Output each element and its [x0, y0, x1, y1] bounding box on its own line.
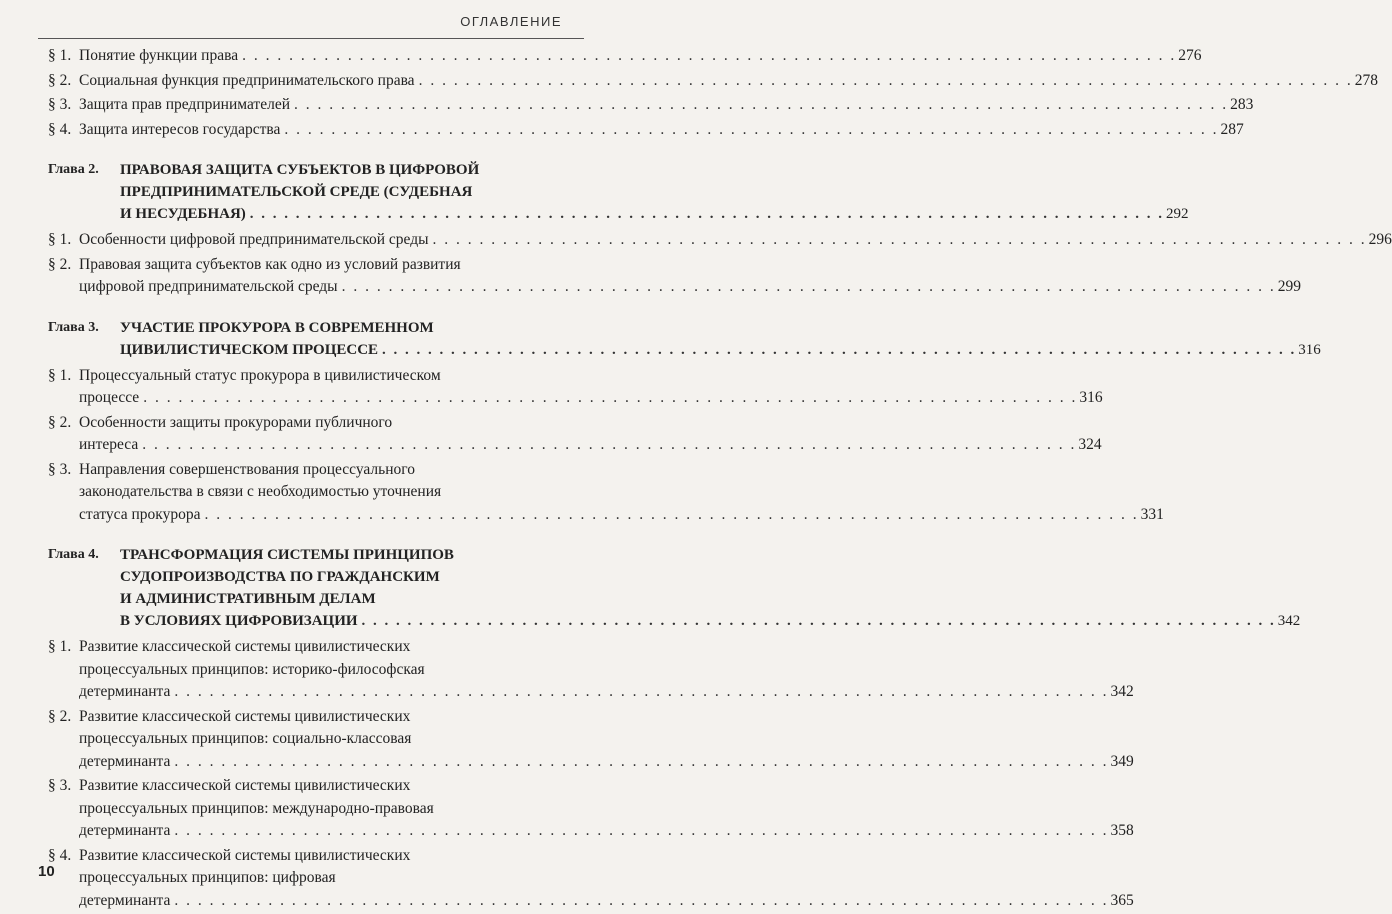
section-number: § 3.: [48, 777, 72, 794]
toc-section-entry[interactable]: [48, 94, 1254, 117]
section-number: § 1.: [48, 47, 72, 64]
page-ref: 316: [1298, 341, 1321, 358]
toc-chapter-entry[interactable]: [48, 317, 1321, 361]
page-ref: 358: [1110, 822, 1134, 839]
toc-section-entry[interactable]: [48, 636, 1134, 704]
section-number: § 4.: [48, 120, 72, 138]
section-title-line: Развитие классической системы цивилистических: [79, 777, 411, 794]
toc-section-entry[interactable]: [48, 254, 1301, 299]
chapter-title-line: УЧАСТИЕ ПРОКУРОРА В СОВРЕМЕННОМ: [120, 319, 434, 336]
section-title-line: Направления совершенствования процессуального: [79, 460, 415, 478]
leader-dots: . . . . . . . . . . . . . . . . . . . . . . . . . . . . . . . . . . . . . . . . . . . . . . . . . . . . . . . . . . . . . . . . . . . . . . . . . . . . . . . .: [143, 389, 1078, 406]
section-title-line: процессуальных принципов: международно-правовая: [79, 799, 434, 817]
section-title-line: детерминанта: [79, 752, 171, 770]
page-ref: 324: [1078, 436, 1102, 453]
page-ref: 276: [1178, 47, 1202, 64]
toc-section-entry[interactable]: [48, 70, 1378, 93]
toc-section-entry[interactable]: [48, 365, 1103, 410]
section-number: § 2.: [48, 71, 72, 89]
section-title-line: статуса прокурора: [79, 505, 201, 523]
toc-section-entry[interactable]: [48, 706, 1134, 774]
page-ref: 342: [1277, 613, 1301, 629]
toc-chapter-entry[interactable]: [48, 544, 1301, 632]
section-title-line: интереса: [79, 436, 139, 453]
page-ref: 278: [1354, 71, 1378, 89]
section-title-line: Социальная функция предпринимательского права: [79, 71, 415, 89]
leader-dots: . . . . . . . . . . . . . . . . . . . . . . . . . . . . . . . . . . . . . . . . . . . . . . . . . . . . . . . . . . . . . . . . . . . . . . . . . . . . . . . .: [432, 231, 1367, 248]
section-number: § 4.: [48, 846, 72, 864]
toc-section-entry[interactable]: [48, 775, 1134, 843]
section-title-line: детерминанта: [79, 891, 171, 909]
toc-section-entry[interactable]: [48, 459, 1164, 527]
leader-dots: . . . . . . . . . . . . . . . . . . . . . . . . . . . . . . . . . . . . . . . . . . . . . . . . . . . . . . . . . . . . . . . . . . . . . . . . . . . . . . . .: [294, 96, 1229, 113]
section-title-line: Развитие классической системы цивилистических: [79, 846, 411, 864]
leader-dots: . . . . . . . . . . . . . . . . . . . . . . . . . . . . . . . . . . . . . . . . . . . . . . . . . . . . . . . . . . . . . . . . . . . . . . . . . . . . . . . .: [142, 436, 1077, 453]
running-header: ОГЛАВЛЕНИЕ: [460, 14, 562, 29]
section-number: § 2.: [48, 413, 72, 431]
section-title-line: Понятие функции права: [79, 47, 239, 64]
toc-section-entry[interactable]: [48, 119, 1244, 142]
toc-section-entry[interactable]: [48, 845, 1134, 913]
section-number: § 2.: [48, 707, 72, 725]
leader-dots: . . . . . . . . . . . . . . . . . . . . . . . . . . . . . . . . . . . . . . . . . . . . . . . . . . . . . . . . . . . . . . . . . . . . . . . . . . . . . . . .: [284, 120, 1219, 138]
leader-dots: . . . . . . . . . . . . . . . . . . . . . . . . . . . . . . . . . . . . . . . . . . . . . . . . . . . . . . . . . . . . . . . . . . . . . . . . . . . . . . . .: [341, 278, 1276, 295]
section-title-line: процессе: [79, 389, 140, 406]
section-title-line: Защита прав предпринимателей: [79, 96, 290, 113]
page-ref: 349: [1110, 752, 1134, 770]
chapter-title-line: ТРАНСФОРМАЦИЯ СИСТЕМЫ ПРИНЦИПОВ: [120, 547, 454, 563]
section-title-line: Защита интересов государства: [79, 120, 281, 138]
section-title-line: процессуальных принципов: историко-философская: [79, 660, 425, 678]
page-ref: 287: [1220, 120, 1244, 138]
section-number: § 2.: [48, 255, 72, 273]
page-ref: 365: [1110, 891, 1134, 909]
leader-dots: . . . . . . . . . . . . . . . . . . . . . . . . . . . . . . . . . . . . . . . . . . . . . . . . . . . . . . . . . . . . . . . . . . . . . . . . . . . . . . . .: [174, 683, 1109, 700]
section-title-line: Особенности защиты прокурорами публичного: [79, 413, 393, 431]
leader-dots: . . . . . . . . . . . . . . . . . . . . . . . . . . . . . . . . . . . . . . . . . . . . . . . . . . . . . . . . . . . . . . . . . . . . . . . . . . . . . . . .: [174, 891, 1109, 909]
section-title-line: процессуальных принципов: цифровая: [79, 869, 336, 886]
section-title-line: цифровой предпринимательской среды: [79, 278, 338, 295]
section-title-line: Процессуальный статус прокурора в цивилистическом: [79, 366, 441, 384]
leader-dots: . . . . . . . . . . . . . . . . . . . . . . . . . . . . . . . . . . . . . . . . . . . . . . . . . . . . . . . . . . . . . . . . . . . . . . . . . . . . . . . .: [174, 822, 1109, 839]
section-title-line: Особенности цифровой предпринимательской среды: [79, 231, 429, 248]
section-number: § 3.: [48, 460, 72, 478]
section-title-line: Правовая защита субъектов как одно из условий развития: [79, 255, 461, 273]
page-ref: 299: [1277, 278, 1301, 295]
page-ref: 342: [1110, 683, 1134, 700]
leader-dots: . . . . . . . . . . . . . . . . . . . . . . . . . . . . . . . . . . . . . . . . . . . . . . . . . . . . . . . . . . . . . . . . . . . . . . . . . . . . . . . .: [361, 613, 1276, 629]
leader-dots: . . . . . . . . . . . . . . . . . . . . . . . . . . . . . . . . . . . . . . . . . . . . . . . . . . . . . . . . . . . . . . . . . . . . . . . . . . . . . . . .: [242, 47, 1177, 64]
page-ref: 283: [1230, 96, 1254, 113]
table-of-contents: [48, 45, 1392, 914]
page-ref: 331: [1140, 505, 1164, 523]
section-title-line: детерминанта: [79, 683, 171, 700]
section-number: § 1.: [48, 366, 72, 384]
leader-dots: . . . . . . . . . . . . . . . . . . . . . . . . . . . . . . . . . . . . . . . . . . . . . . . . . . . . . . . . . . . . . . . . . . . . . . . . . . . . . . . .: [249, 206, 1165, 222]
leader-dots: . . . . . . . . . . . . . . . . . . . . . . . . . . . . . . . . . . . . . . . . . . . . . . . . . . . . . . . . . . . . . . . . . . . . . . . . . . . . . . . .: [174, 752, 1109, 770]
leader-dots: . . . . . . . . . . . . . . . . . . . . . . . . . . . . . . . . . . . . . . . . . . . . . . . . . . . . . . . . . . . . . . . . . . . . . . . . . . . . . . . .: [382, 341, 1297, 358]
chapter-title-line: ПРЕДПРИНИМАТЕЛЬСКОЙ СРЕДЕ (СУДЕБНАЯ: [120, 184, 473, 200]
toc-section-entry[interactable]: [48, 229, 1392, 252]
section-title-line: детерминанта: [79, 822, 171, 839]
leader-dots: . . . . . . . . . . . . . . . . . . . . . . . . . . . . . . . . . . . . . . . . . . . . . . . . . . . . . . . . . . . . . . . . . . . . . . . . . . . . . . . .: [204, 505, 1139, 523]
section-number: § 1.: [48, 231, 72, 248]
section-title-line: процессуальных принципов: социально-классовая: [79, 730, 412, 747]
chapter-title-line: ЦИВИЛИСТИЧЕСКОМ ПРОЦЕССЕ: [120, 341, 379, 358]
page-ref: 316: [1079, 389, 1103, 406]
toc-chapter-entry[interactable]: [48, 159, 1189, 225]
section-number: § 3.: [48, 96, 72, 113]
toc-section-entry[interactable]: [48, 412, 1102, 457]
section-title-line: Развитие классической системы цивилистических: [79, 707, 411, 725]
leader-dots: . . . . . . . . . . . . . . . . . . . . . . . . . . . . . . . . . . . . . . . . . . . . . . . . . . . . . . . . . . . . . . . . . . . . . . . . . . . . . . . .: [418, 71, 1353, 89]
toc-section-entry[interactable]: [48, 45, 1202, 68]
page-number: 10: [38, 863, 55, 880]
chapter-title-line: СУДОПРОИЗВОДСТВА ПО ГРАЖДАНСКИМ: [120, 569, 440, 585]
section-number: § 1.: [48, 638, 72, 655]
chapter-title-line: И АДМИНИСТРАТИВНЫМ ДЕЛАМ: [120, 591, 376, 607]
page-ref: 296: [1368, 231, 1392, 248]
section-title-line: Развитие классической системы цивилистических: [79, 638, 411, 655]
chapter-number: Глава 3.: [48, 319, 99, 335]
section-title-line: законодательства в связи с необходимостью уточнения: [79, 483, 442, 500]
chapter-title-line: ПРАВОВАЯ ЗАЩИТА СУБЪЕКТОВ В ЦИФРОВОЙ: [120, 162, 480, 178]
chapter-title-line: И НЕСУДЕБНАЯ): [120, 206, 246, 222]
header-rule: [38, 38, 584, 39]
chapter-title-line: В УСЛОВИЯХ ЦИФРОВИЗАЦИИ: [120, 613, 358, 629]
chapter-number: Глава 4.: [48, 547, 99, 562]
page-ref: 292: [1166, 206, 1189, 222]
chapter-number: Глава 2.: [48, 162, 99, 177]
